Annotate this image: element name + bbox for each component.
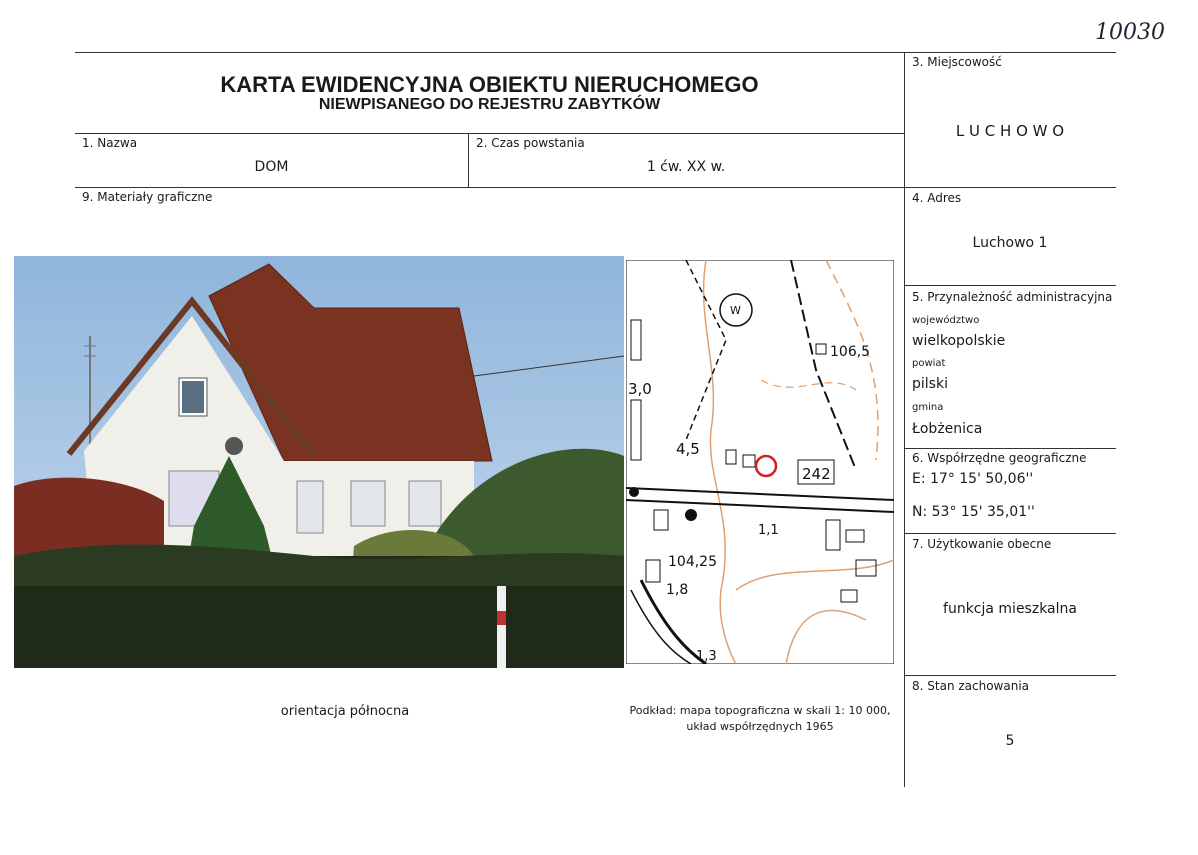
- powiat-value: pilski: [912, 376, 948, 392]
- map-label-elev3: 4,5: [676, 440, 700, 458]
- photo-caption: orientacja północna: [280, 704, 410, 719]
- nazwa-label: 1. Nazwa: [82, 136, 138, 150]
- adres-label: 4. Adres: [912, 191, 962, 205]
- nazwa-value: DOM: [254, 159, 289, 175]
- right-div-2: [904, 448, 1116, 449]
- map-caption-line1: Podkład: mapa topograficzna w skali 1: 10 000,: [629, 704, 891, 717]
- document-title: KARTA EWIDENCYJNA OBIEKTU NIERUCHOMEGO: [220, 72, 759, 97]
- map-label-elev4: 1,1: [758, 523, 779, 538]
- stan-label: 8. Stan zachowania: [912, 679, 1030, 693]
- czas-value: 1 ćw. XX w.: [646, 159, 726, 175]
- handwritten-number: 10030: [1095, 20, 1165, 45]
- right-div-1: [904, 285, 1116, 286]
- czas-label: 2. Czas powstania: [476, 136, 585, 150]
- map-label-elev6: 1,8: [666, 582, 689, 598]
- map-label-w: W: [730, 304, 741, 317]
- topographic-map: [626, 260, 894, 664]
- map-label-elev2: 3,0: [628, 380, 652, 398]
- wojewodztwo-value: wielkopolskie: [912, 333, 1006, 349]
- right-div-3: [904, 533, 1116, 534]
- row1-divider: [75, 187, 1116, 188]
- top-border: [75, 52, 1116, 53]
- miejscowosc-label: 3. Miejscowość: [912, 55, 1002, 69]
- document-subtitle: NIEWPISANEGO DO REJESTRU ZABYTKÓW: [318, 96, 661, 113]
- stan-value: 5: [1005, 733, 1015, 749]
- map-label-elev1: 106,5: [830, 344, 871, 360]
- right-div-4: [904, 675, 1116, 676]
- wojewodztwo-label: województwo: [912, 315, 980, 326]
- title-divider: [75, 133, 904, 134]
- materialy-label: 9. Materiały graficzne: [82, 190, 213, 204]
- map-caption-line2: układ współrzędnych 1965: [686, 720, 834, 733]
- uzytkowanie-value: funkcja mieszkalna: [943, 601, 1077, 617]
- adres-value: Luchowo 1: [972, 235, 1048, 251]
- przynaleznosc-label: 5. Przynależność administracyjna: [912, 290, 1113, 304]
- house-photo: [14, 256, 624, 668]
- wspolrzedne-e: E: 17° 15' 50,06'': [912, 471, 1034, 487]
- powiat-label: powiat: [912, 358, 946, 369]
- gmina-label: gmina: [912, 402, 944, 413]
- wspolrzedne-n: N: 53° 15' 35,01'': [912, 504, 1035, 520]
- map-label-elev7: 1,3: [696, 649, 717, 664]
- right-column-divider: [904, 52, 905, 787]
- map-label-road: 242: [802, 465, 831, 483]
- gmina-value: Łobżenica: [912, 421, 983, 437]
- uzytkowanie-label: 7. Użytkowanie obecne: [912, 537, 1052, 551]
- wspolrzedne-label: 6. Współrzędne geograficzne: [912, 451, 1087, 465]
- map-label-elev5: 104,25: [668, 554, 717, 570]
- miejscowosc-value: L U C H O W O: [955, 122, 1065, 140]
